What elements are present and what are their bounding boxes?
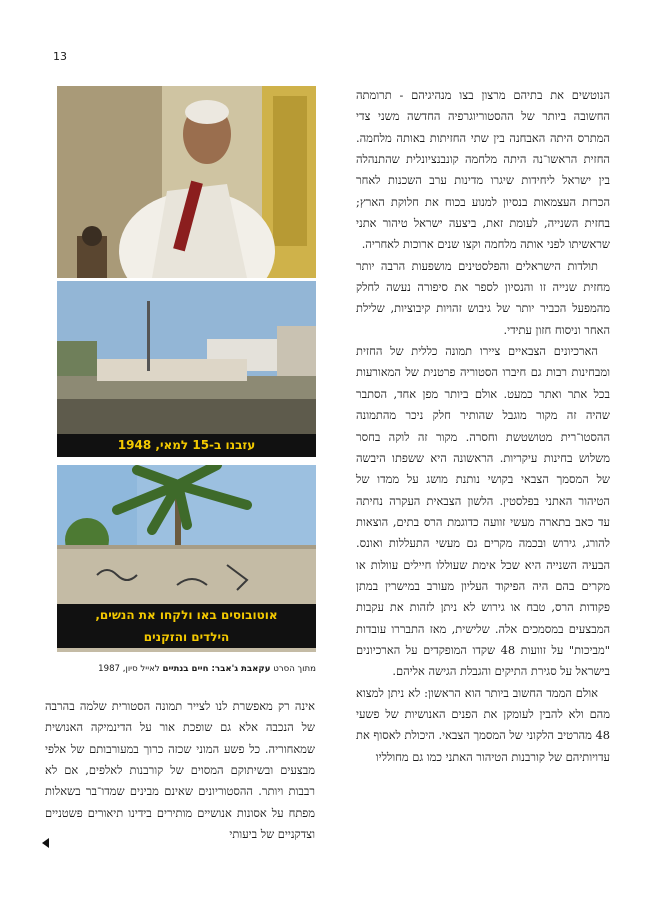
credit-film-title: עקאבת ג'אבר: חיים בנתיים xyxy=(162,664,271,674)
paragraph: תולדות הישראלים והפלסטינים מושפעות הרבה יותר מחזית שנייה זו והנסיון לספר את סיפורה נעשה לחלק מהמפעל הכביר יותר של גיבוש זהויות קיבוציות, שלילת האחר וניסוח חזון עתידי. xyxy=(356,258,610,337)
body-text-right-column xyxy=(356,85,610,768)
photo-village-houses xyxy=(57,281,316,441)
credit-prefix: מתוך הסרט xyxy=(270,664,316,674)
paragraph: הנוטשים את בתיהם מרצון בצו מנהיגיהם - תרומתה החשובה ביותר של ההסטוריוגרפיה החדשה משני צדי המתרס היתה האבחנה בין שתי החזיתות באותה מלחמה. החזית הראשו־נה היתה מלחמה קונבנציונלית שהתנהלה בין ישראל ליחידות שיגרו מדינות ערב השכנות לאחר הכרזת העצמאות בנסיון למנוע בכוח את חלוקת הארץ; בחזית השנייה, לעומת זאת, ביצעה ישראל טיהור אתני שראשיתו לפני אותה מלחמה וקצו שנים ארוכות לאחריה. xyxy=(356,88,610,252)
photo-caption-1: עזבנו ב-15 למאי, 1948 xyxy=(57,434,316,457)
photo-elderly-man xyxy=(57,86,316,278)
paragraph: אינה רק מאפשרת לנו לצייר תמונה הסטורית שלמה בהרבה של הנכבה אלא גם שופכת אור על הדינמיקה האנושית שמאחוריה. כל פשע המוני שכזה כרוך במעורבותם של אלפי מבצעים ובשיתוקם המסוים של קורבנות לאלפים, אם לא רבבות ויותר. ההסטוריונים שאינם מבינים שמדו־בר בשאלות מפתח על אסונות אנושיים מותירים בידינו תיאורים פשטניים וצדקניים של ביעותי xyxy=(45,699,315,842)
photo-credit xyxy=(52,664,316,674)
body-text-left-column xyxy=(45,696,315,845)
page-number: 13 xyxy=(53,50,67,63)
paragraph: אולם הממד החשוב ביותר הוא הראשון: לא ניתן למצוא מהם ולא להבין לעומקן את הפנים האנושיות של פשעי 48 מהרטיב הלקוני של המסמך הצבאי. היכולת לאסוף את עדויותיהם של קורבנות הטיהור האתני כמו גם מחולליו xyxy=(356,685,610,764)
photo-caption-2-line-1: אוטובוסים באו ולקחו את הנשים, xyxy=(57,604,316,626)
credit-suffix: לאייל סיון, 1987 xyxy=(98,664,163,674)
paragraph: הארכיונים הצבאיים ציירו תמונה כללית של החזית ומבחינות רבות גם חיברו הסטוריה פרטנית של המאורעות בכל אתר ואתר כמעט. אולם ביותר מפן אחד, הסתבר שהיה זה מקור מוגבל שהותיר חלק ניכר מהתמונה ההסטו־רית מטושטשת וחסרה. מקור זה לוקה בחסר משלוש בחינות עיקריות. הראשונה היא ששפתו היבשה של המסמך הצבאי בקושי נותנת מושג על ממדו של הטיהור האתני בפלסטין. הלשון הצבאית העקרה נחיתה עד כאב בתארה מעשי זוועה כדוגמת הרס בתים, הוצאות להורג, גירוש ובכמה מקרים גם מעשי התעללות ואונס. הבעיה השנייה היא שכל אימת שעוללו חיילים עוולות או מקרים בהם היה הפיקוד העליון מעורב במישרין במתן פקודות הרס, טבח או גירוש לא ניתן לזהות את עקבות המבצעים במסמכים אלה. שלישית, מאז התבררו עובדות "מביכות" על זוועות 48 שקדו המופקדים על הארכיונים בישראל על סגירת התיקים והגבלת הגישה אליהם. xyxy=(356,344,610,679)
continue-arrow-icon xyxy=(42,838,49,848)
photo-caption-2-line-2: הילדים והזקנים xyxy=(57,626,316,648)
